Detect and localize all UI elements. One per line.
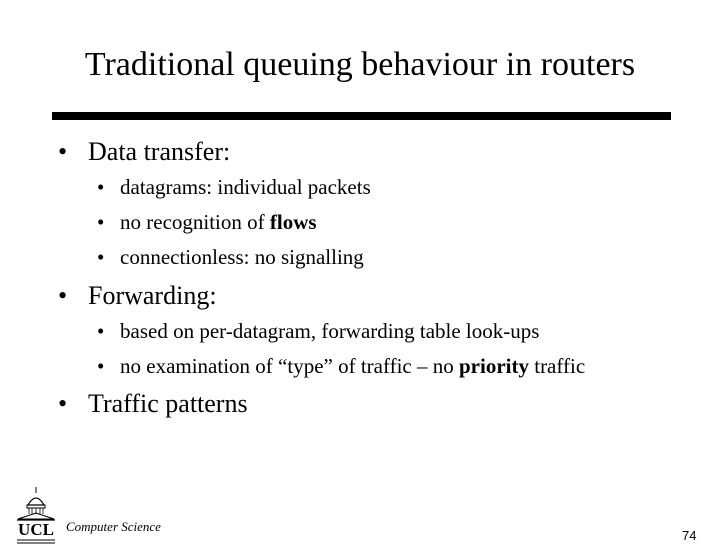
bullet-data-transfer — [58, 136, 230, 168]
emphasis-flows: flows — [269, 210, 317, 234]
sub-bullet: • connectionless: no signalling — [97, 245, 364, 269]
sub-bullet: • no recognition of flows — [97, 210, 317, 234]
sub-bullet: • based on per-datagram, forwarding table look-ups — [97, 319, 540, 343]
bullet-forwarding: • Forwarding: — [58, 281, 217, 310]
bullet-heading: Data transfer: — [88, 137, 231, 166]
title-divider — [52, 112, 671, 120]
footer-department: Computer Science — [66, 519, 161, 534]
sub-bullet: • datagrams: individual packets — [97, 175, 371, 199]
logo-text: UCL — [18, 520, 54, 539]
sub-bullet: • no examination of “type” of traffic – no priority traffic — [97, 354, 586, 378]
slide-title: Traditional queuing behaviour in routers — [84, 46, 636, 83]
emphasis-priority: priority — [459, 354, 529, 378]
ucl-logo — [14, 485, 58, 547]
page-number: 74 — [682, 528, 697, 543]
bullet-heading: Forwarding: — [88, 281, 217, 310]
bullet-glyph: • — [58, 137, 68, 166]
bullet-heading: Traffic patterns — [88, 389, 248, 418]
bullet-traffic-patterns: • Traffic patterns — [58, 389, 248, 418]
